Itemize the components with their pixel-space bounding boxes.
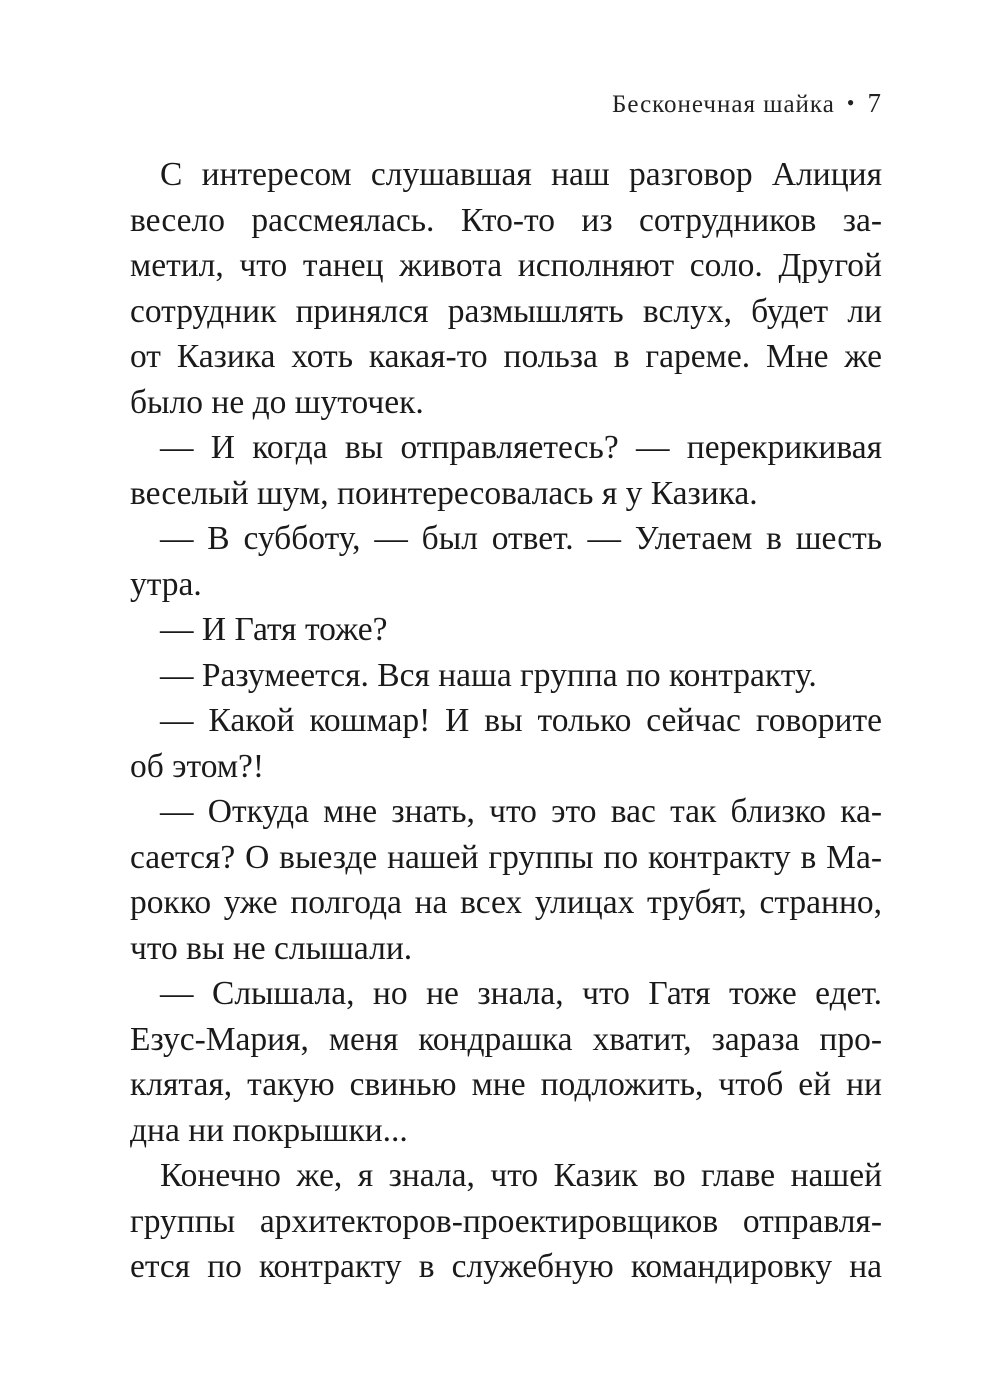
text-line: об этом?!	[130, 747, 265, 785]
text-line: рокко уже полгода на всех улицах трубят, странно,	[130, 884, 882, 921]
text-line: Конечно же, я знала, что Казик во главе нашей	[160, 1157, 882, 1194]
text-line: — И Гатя тоже?	[160, 611, 388, 648]
text-line: веселый шум, поинтересовалась я у Казика.	[130, 474, 758, 512]
text-line: сотрудник принялся размышлять вслух, будет ли	[130, 292, 882, 330]
running-header	[612, 88, 882, 119]
text-line: было не до шуточек.	[130, 383, 424, 421]
text-line: дна ни покрышки...	[130, 1111, 408, 1149]
text-line: от Казика хоть какая-то польза в гареме. Мне же	[130, 338, 882, 375]
text-line: — Разумеется. Вся наша группа по контракту.	[160, 656, 817, 694]
book-title: Бесконечная шайка	[612, 91, 835, 118]
text-line: метил, что танец живота исполняют соло. Другой	[130, 247, 882, 284]
text-line: сается? О выезде нашей группы по контракту в Ма-	[130, 838, 882, 876]
text-line: — Какой кошмар! И вы только сейчас говорите	[160, 702, 882, 739]
text-line: — В субботу, — был ответ. — Улетаем в шесть	[160, 520, 882, 557]
text-line: что вы не слышали.	[130, 929, 413, 967]
text-line: — И когда вы отправляетесь? — перекрикивая	[160, 429, 882, 466]
text-line: группы архитекторов-проектировщиков отправля-	[130, 1202, 882, 1240]
text-line: утра.	[130, 565, 202, 603]
text-line: весело рассмеялась. Кто-то из сотрудников за-	[130, 201, 882, 239]
body-text	[130, 152, 882, 1290]
text-line: — Откуда мне знать, что это вас так близко ка-	[160, 793, 882, 830]
text-line: клятая, такую свинью мне подложить, чтоб ей ни	[130, 1066, 882, 1103]
text-line: С интересом слушавшая наш разговор Алиция	[160, 156, 882, 193]
page-number: 7	[867, 88, 882, 118]
header-separator: •	[846, 90, 856, 115]
text-line: ется по контракту в служебную командировку на	[130, 1248, 882, 1285]
text-line: Езус-Мария, меня кондрашка хватит, зараза про-	[130, 1020, 882, 1058]
text-line: — Слышала, но не знала, что Гатя тоже едет.	[160, 975, 882, 1012]
